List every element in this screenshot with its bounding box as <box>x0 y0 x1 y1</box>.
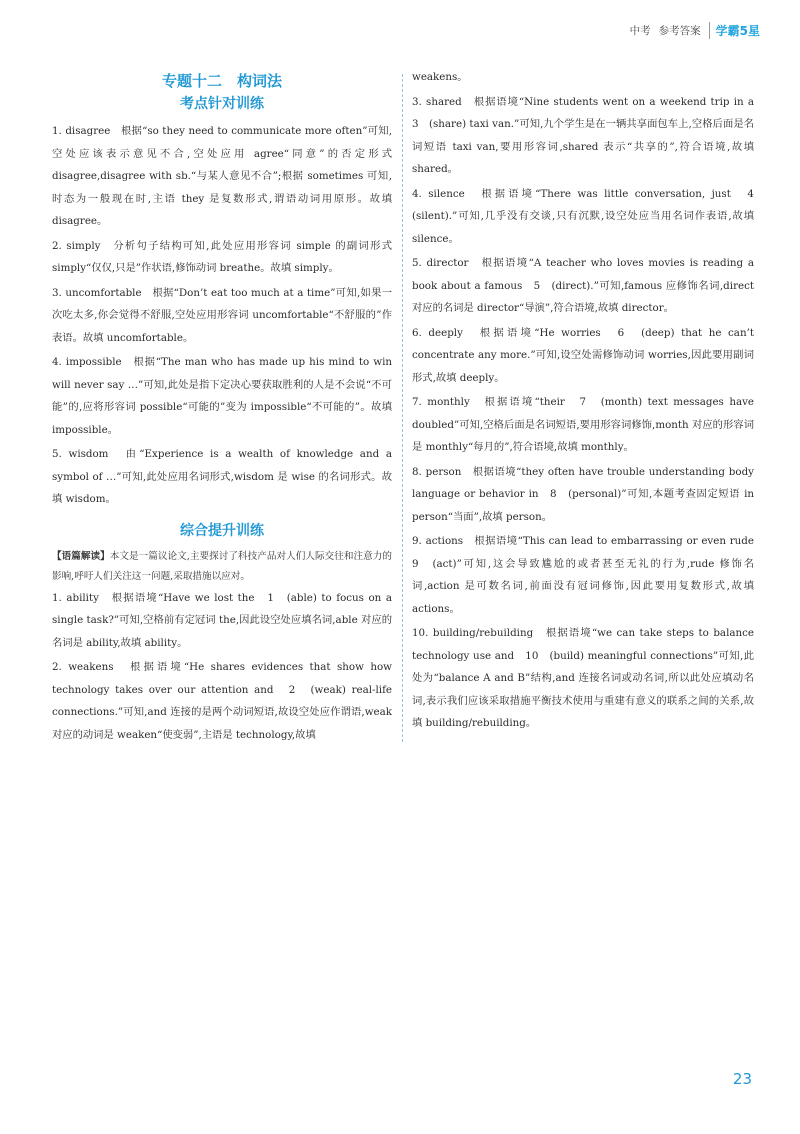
answer-item: 7. monthly 根据语境“their 7 (month) text messages have doubled”可知,空格后面是名词短语,要用形容词修饰,month 对应的形容词是 monthly“每月的”,符合语境,故填 monthly。 <box>412 396 754 453</box>
answer-item: 10. building/rebuilding 根据语境“we can take steps to balance technology use and 10 (build) meaningful connections”可知,此处为“balance A and B”结构,and 连接名词或动名词,所以此处应填动名词,表示我们应该采取措施平衡技术使用与重建有意义的联系之间的关系,故填 building/rebuilding。 <box>412 627 754 729</box>
page-header <box>630 17 760 43</box>
column-divider <box>402 74 403 742</box>
answer-item-continued: weakens。 <box>412 71 468 83</box>
right-column <box>412 66 765 737</box>
header-section: 参考答案 <box>658 24 701 37</box>
answer-item: 3. shared 根据语境“Nine students went on a weekend trip in a 3 (share) taxi van.”可知,九个学生是在一辆共享面包车上,空格后面是名词短语 taxi van,要用形容词,shared 表示“共享的”,符合语境,故填 shared。 <box>412 95 765 175</box>
answer-item: 1. ability 根据语境“Have we lost the 1 (able) to focus on a single task?”可知,空格前有定冠词 the,因此设空处应填名词,able 对应的名词是 ability,故填 ability。 <box>52 591 392 649</box>
answer-item: 5. wisdom 由“Experience is a wealth of knowledge and a symbol of …”可知,此处应用名词形式,wisdom 是 wise 的名词形式。故填 wisdom。 <box>52 448 392 505</box>
answer-item: 8. person 根据语境“they often have trouble understanding body language or behavior in 8 (personal)”可知,本题考查固定短语 in person“当面”,故填 person。 <box>412 465 754 523</box>
left-column <box>52 64 392 748</box>
brand-logo: 学霸5星 <box>709 22 760 39</box>
answer-item: 2. simply 分析句子结构可知,此处应用形容词 simple 的副词形式 simply“仅仅,只是”作状语,修饰动词 breathe。故填 simply。 <box>52 239 392 274</box>
answer-item: 4. silence 根据语境“There was little conversation, just 4 (silent).”可知,几乎没有交谈,只有沉默,设空处应当用名词作表语,故填 silence。 <box>412 187 765 245</box>
reading-tag: 【语篇解读】 <box>52 550 110 562</box>
page-title: 专题十二 构词法 <box>161 72 282 90</box>
answer-item: 9. actions 根据语境“This can lead to embarrassing or even rude 9 (act)”可知,这会导致尴尬的或者甚至无礼的行为,rude 修饰名词,action 是可数名词,前面没有冠词修饰,因此要用复数形式,故填 actions。 <box>412 535 765 615</box>
section-title-2: 综合提升训练 <box>180 522 264 539</box>
answer-item: 2. weakens 根据语境“He shares evidences that show how technology takes over our attention and 2 (weak) real-life connections.”可知,and 连接的是两个动词短语,故设空处应作谓语,weak 对应的动词是 weaken“使变弱”,主语是 technology,故填 <box>52 661 392 741</box>
reading-text: 本文是一篇议论文,主要探讨了科技产品对人们人际交往和注意力的影响,呼吁人们关注这一问题,采取措施以应对。 <box>52 550 392 582</box>
header-exam: 中考 <box>629 24 651 37</box>
answer-item: 1. disagree 根据“so they need to communicate more often”可知,空处应该表示意见不合,空处应用 agree“同意”的否定形式 disagree,disagree with sb.“与某人意见不合”;根据 sometimes 可知,时态为一般现在时,主语 they 是复数形式,谓语动词用原形。故填 disagree。 <box>52 125 392 227</box>
page-number: 23 <box>732 1070 752 1088</box>
section-title-1: 考点针对训练 <box>180 96 264 112</box>
answer-item: 4. impossible 根据“The man who has made up his mind to win will never say …”可知,此处是指下定决心要获取胜利的人是不会说“不可能”的,应将形容词 possible“可能的”变为 impossible“不可能的”。故填 impossible。 <box>52 356 392 436</box>
answer-item: 5. director 根据语境“A teacher who loves movies is reading a book about a famous 5 (direct).”可知,famous 应修饰名词,direct 对应的名词是 director“导演”,符合语境,故填 director。 <box>412 257 754 314</box>
reading-summary <box>52 547 392 587</box>
answer-item: 3. uncomfortable 根据“Don’t eat too much at a time”可知,如果一次吃太多,你会觉得不舒服,空处应用形容词 uncomfortable“不舒服的”作表语。故填 uncomfortable。 <box>52 286 392 344</box>
answer-item: 6. deeply 根据语境“He worries 6 (deep) that he can’t concentrate any more.”可知,设空处需修饰动词 worries,因此要用副词形式,故填 deeply。 <box>412 326 754 384</box>
